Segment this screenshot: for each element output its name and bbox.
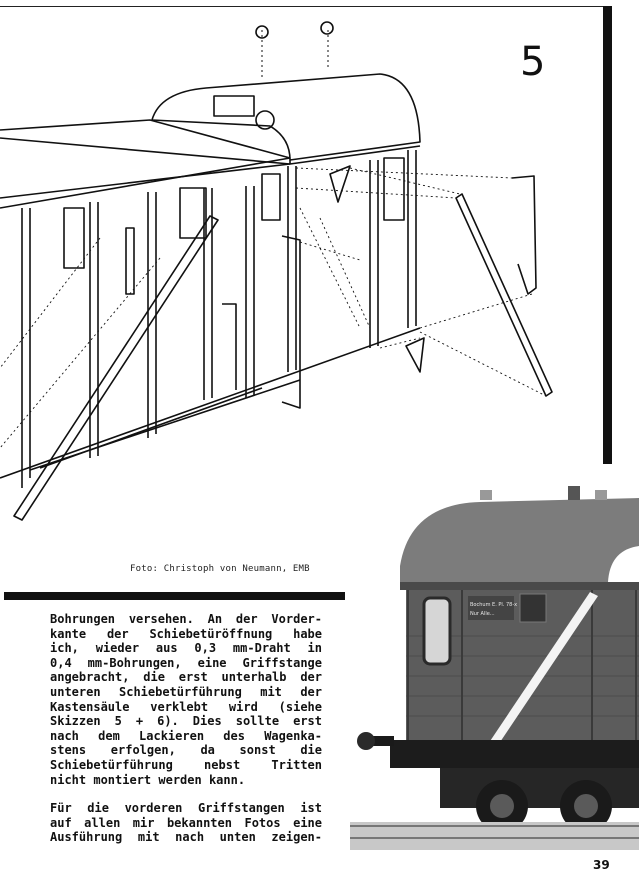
article-line: ich, wieder aus 0,3 mm-Draht in [50,641,322,656]
sketch-number: 5 [520,39,546,85]
article-line: Für die vorderen Griffstangen ist [50,801,322,816]
article-line: angebracht, die erst unterhalb der [50,670,322,685]
article-line: 0,4 mm-Bohrungen, eine Griffstange [50,655,322,670]
drawing-frame-top [0,6,606,7]
photo-sign-2: Nur Alle... [470,611,495,617]
article-line: auf allen mir bekannten Fotos eine [50,815,322,830]
article-line: unteren Schiebetürführung mit der [50,684,322,699]
article-line: Ausführung mit nach unten zeigen- [50,830,322,845]
paragraph-gap [50,787,322,801]
model-wagon-photo [350,486,639,850]
article-line: Bohrungen versehen. An der Vorder- [50,612,322,626]
photo-credit: Foto: Christoph von Neumann, EMB [130,564,310,574]
article-line: nach dem Lackieren des Wagenka- [50,728,322,743]
article-line: Skizzen 5 + 6). Dies sollte erst [50,714,322,729]
article-line: nicht montiert werden kann. [50,772,246,787]
technical-drawing [0,8,600,528]
article-line: stens erfolgen, da sonst die [50,743,322,758]
drawing-frame-right [603,6,612,464]
article-line: Schiebetürführung nebst Tritten [50,757,322,772]
article-line: Kastensäule verklebt wird (siehe [50,699,322,714]
wagon-photo-image [350,486,639,850]
section-rule [4,592,345,600]
photo-sign-1: Bochum E. Pl. 78-x [470,602,518,608]
page-number: 39 [593,858,610,872]
article-text [50,612,322,845]
article-line: kante der Schiebetüröffnung habe [50,626,322,641]
